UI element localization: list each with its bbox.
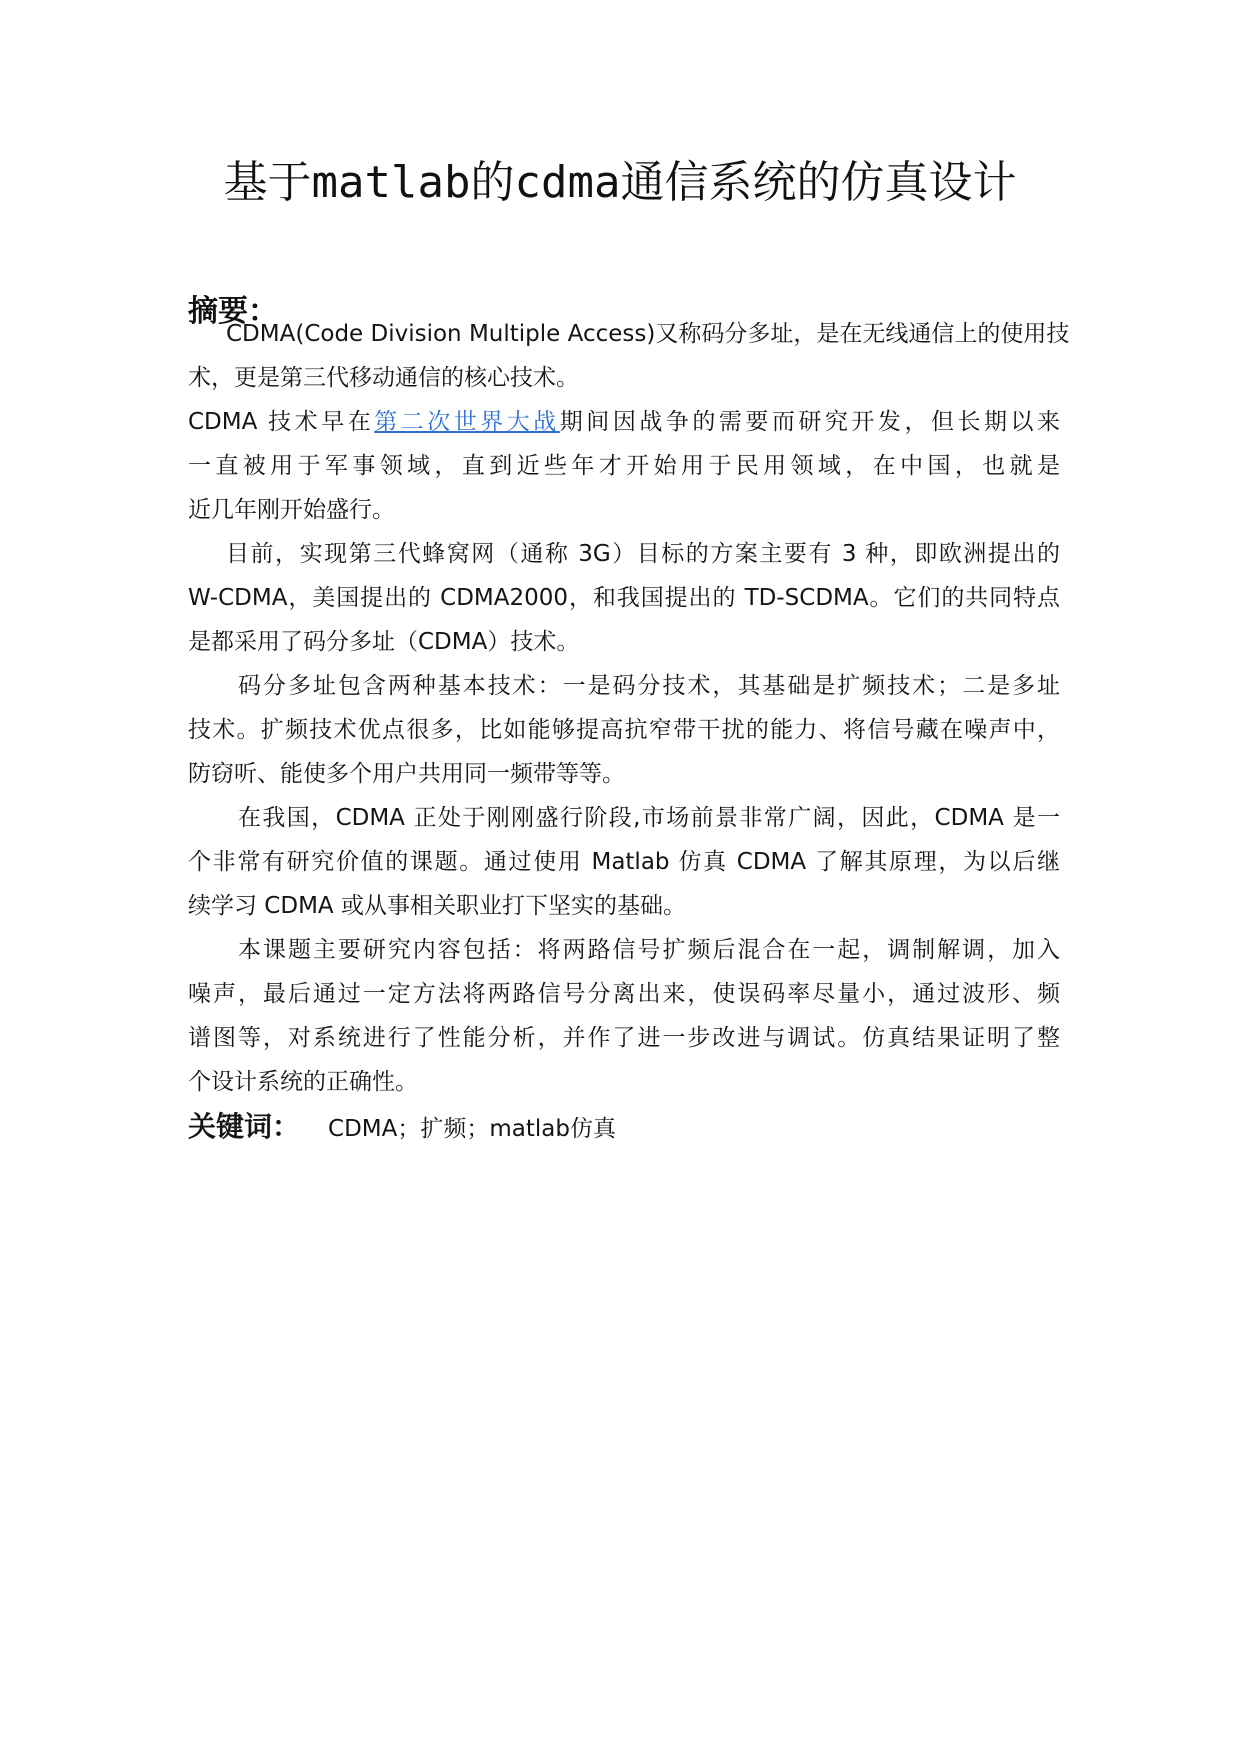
paragraph-6-line-3: 谱图等，对系统进行了性能分析，并作了进一步改进与调试。仿真结果证明了整 [188, 1025, 1060, 1051]
document-title: 基于matlab的cdma通信系统的仿真设计 [223, 157, 1017, 208]
paragraph-6-line-2: 噪声，最后通过一定方法将两路信号分离出来，使误码率尽量小，通过波形、频 [188, 981, 1060, 1007]
paragraph-3-line-3: 是都采用了码分多址（CDMA）技术。 [188, 629, 580, 655]
paragraph-1-line-1: CDMA(Code Division Multiple Access)又称码分多址，是在无线通信上的使用技 [226, 321, 1070, 347]
keywords-line [188, 1110, 616, 1146]
paragraph-6-line-4: 个设计系统的正确性。 [188, 1069, 418, 1095]
paragraph-2-line-1 [188, 405, 1060, 439]
abstract-heading: 摘要： [188, 294, 278, 329]
wwii-link[interactable]: 第二次世界大战 [374, 409, 560, 435]
paragraph-2-text-post: 期间因战争的需要而研究开发，但长期以来 [559, 409, 1060, 435]
paragraph-4-line-3: 防窃听、能使多个用户共用同一频带等等。 [188, 761, 625, 787]
paragraph-2-line-3: 近几年刚开始盛行。 [188, 497, 395, 523]
paragraph-3-line-2: W-CDMA，美国提出的 CDMA2000，和我国提出的 TD-SCDMA。它们的共同特点 [188, 585, 1060, 611]
paragraph-2-text-pre: CDMA 技术早在 [188, 409, 375, 435]
paragraph-2-line-2: 一直被用于军事领域，直到近些年才开始用于民用领域，在中国，也就是 [188, 453, 1060, 479]
paragraph-5-line-2: 个非常有研究价值的课题。通过使用 Matlab 仿真 CDMA 了解其原理，为以后继 [188, 849, 1060, 875]
keywords-value: CDMA；扩频；matlab仿真 [328, 1116, 616, 1142]
paragraph-6-line-1: 本课题主要研究内容包括：将两路信号扩频后混合在一起，调制解调，加入 [238, 937, 1060, 963]
paragraph-1-line-2: 术，更是第三代移动通信的核心技术。 [188, 365, 579, 391]
paragraph-5-line-1: 在我国，CDMA 正处于刚刚盛行阶段,市场前景非常广阔，因此，CDMA 是一 [238, 805, 1060, 831]
paragraph-4-line-1: 码分多址包含两种基本技术：一是码分技术，其基础是扩频技术；二是多址 [238, 673, 1060, 699]
paragraph-5-line-3: 续学习 CDMA 或从事相关职业打下坚实的基础。 [188, 893, 686, 919]
keywords-label: 关键词： [188, 1110, 301, 1143]
paragraph-4-line-2: 技术。扩频技术优点很多，比如能够提高抗窄带干扰的能力、将信号藏在噪声中， [188, 717, 1060, 743]
paragraph-3-line-1: 目前，实现第三代蜂窝网（通称 3G）目标的方案主要有 3 种，即欧洲提出的 [226, 541, 1060, 567]
